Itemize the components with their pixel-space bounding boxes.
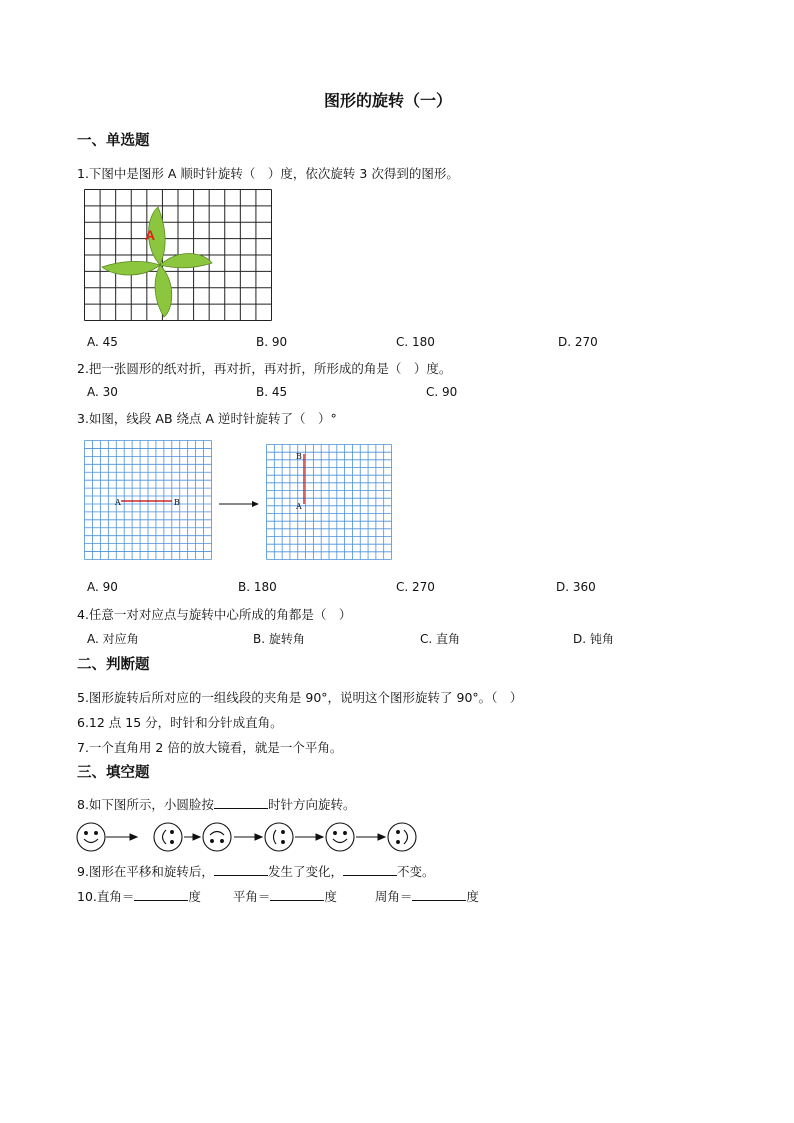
q3-grid-before-svg [84, 440, 212, 560]
q4-option-d[interactable]: D. 钝角 [573, 632, 614, 646]
q1-pinwheel-figure [84, 189, 272, 321]
leaf-left [102, 261, 160, 275]
q1-option-a[interactable]: A. 45 [87, 335, 118, 349]
arrow-svg [218, 498, 260, 510]
q10-full-angle-label: 周角＝ [374, 889, 413, 904]
q8-text-pre: 8.如下图所示，小圆脸按 [77, 797, 214, 812]
face-4-rotated [265, 823, 293, 851]
q1-grid-svg [84, 189, 272, 321]
face-5-upright [326, 823, 354, 851]
face-1-upright [77, 823, 105, 851]
face-2-rotated [154, 823, 182, 851]
question-6-text: 6.12 点 15 分，时针和分针成直角。 [77, 715, 283, 730]
q9-text-pre: 9.图形在平移和旋转后， [77, 864, 214, 879]
question-3-text: 3.如图，线段 AB 绕点 A 逆时针旋转了（ ）° [77, 411, 337, 426]
question-4-text: 4.任意一对对应点与旋转中心所成的角都是（ ） [77, 607, 352, 622]
question-7-text: 7.一个直角用 2 倍的放大镜看，就是一个平角。 [77, 740, 343, 755]
q3-label-b2: B [296, 452, 302, 461]
q3-grid-after [266, 444, 392, 560]
q9-text-post: 不变。 [396, 864, 435, 879]
q2-option-b[interactable]: B. 45 [256, 385, 288, 399]
q2-option-a[interactable]: A. 30 [87, 385, 118, 399]
section-heading-fill-blank: 三、填空题 [77, 765, 150, 781]
q1-label-A: A [145, 227, 156, 243]
q3-option-d[interactable]: D. 360 [556, 580, 596, 594]
q4-option-c[interactable]: C. 直角 [420, 632, 461, 646]
face-sequence-svg [75, 820, 420, 854]
q9-answer-blank-1[interactable] [214, 863, 268, 876]
q8-text-post: 时针方向旋转。 [267, 797, 356, 812]
q3-option-a[interactable]: A. 90 [87, 580, 118, 594]
question-10 [77, 887, 479, 905]
q3-option-c[interactable]: C. 270 [396, 580, 435, 594]
question-2-text: 2.把一张圆形的纸对折，再对折，再对折，所形成的角是（ ）度。 [77, 361, 452, 376]
q3-grid-before-lines [85, 441, 212, 560]
leaf-bottom [155, 265, 172, 317]
q8-answer-blank[interactable] [214, 796, 268, 809]
face-6-rotated [388, 823, 416, 851]
q3-label-b1: B [174, 498, 180, 507]
q3-label-a2: A [296, 502, 302, 511]
page-title: 图形的旋转（一） [324, 91, 453, 110]
q3-grid-after-svg [266, 444, 392, 560]
q3-grid-after-lines [267, 445, 392, 560]
q10-unit-2: 度 [324, 889, 337, 904]
q3-option-b[interactable]: B. 180 [238, 580, 277, 594]
question-1-text: 1.下图中是图形 A 顺时针旋转（ ）度，依次旋转 3 次得到的图形。 [77, 166, 459, 181]
q10-answer-blank-1[interactable] [134, 888, 188, 901]
q3-grid-before [84, 440, 212, 560]
transform-arrow [218, 498, 260, 510]
q1-option-d[interactable]: D. 270 [558, 335, 598, 349]
q4-option-a[interactable]: A. 对应角 [87, 632, 139, 646]
q4-option-b[interactable]: B. 旋转角 [253, 632, 305, 646]
q10-unit-3: 度 [466, 889, 479, 904]
pinwheel-shape [102, 207, 212, 317]
q9-answer-blank-2[interactable] [343, 863, 397, 876]
section-heading-single-choice: 一、单选题 [77, 133, 150, 149]
question-9 [77, 862, 434, 880]
q8-face-sequence [75, 820, 420, 854]
question-5-text: 5.图形旋转后所对应的一组线段的夹角是 90°，说明这个图形旋转了 90°。（ ） [77, 690, 523, 705]
q1-option-b[interactable]: B. 90 [256, 335, 288, 349]
leaf-right [160, 254, 212, 268]
q10-answer-blank-3[interactable] [412, 888, 466, 901]
section-heading-true-false: 二、判断题 [77, 657, 150, 673]
face-arrows [106, 834, 385, 840]
q2-option-c[interactable]: C. 90 [426, 385, 458, 399]
q10-unit-1: 度 [188, 889, 201, 904]
q3-label-a1: A [115, 498, 121, 507]
q10-right-angle-label: 10.直角＝ [77, 889, 135, 904]
face-3-rotated [203, 823, 231, 851]
q1-option-c[interactable]: C. 180 [396, 335, 435, 349]
q9-text-mid: 发生了变化， [267, 864, 343, 879]
q10-answer-blank-2[interactable] [270, 888, 324, 901]
question-8 [77, 795, 355, 813]
q10-straight-angle-label: 平角＝ [232, 889, 271, 904]
